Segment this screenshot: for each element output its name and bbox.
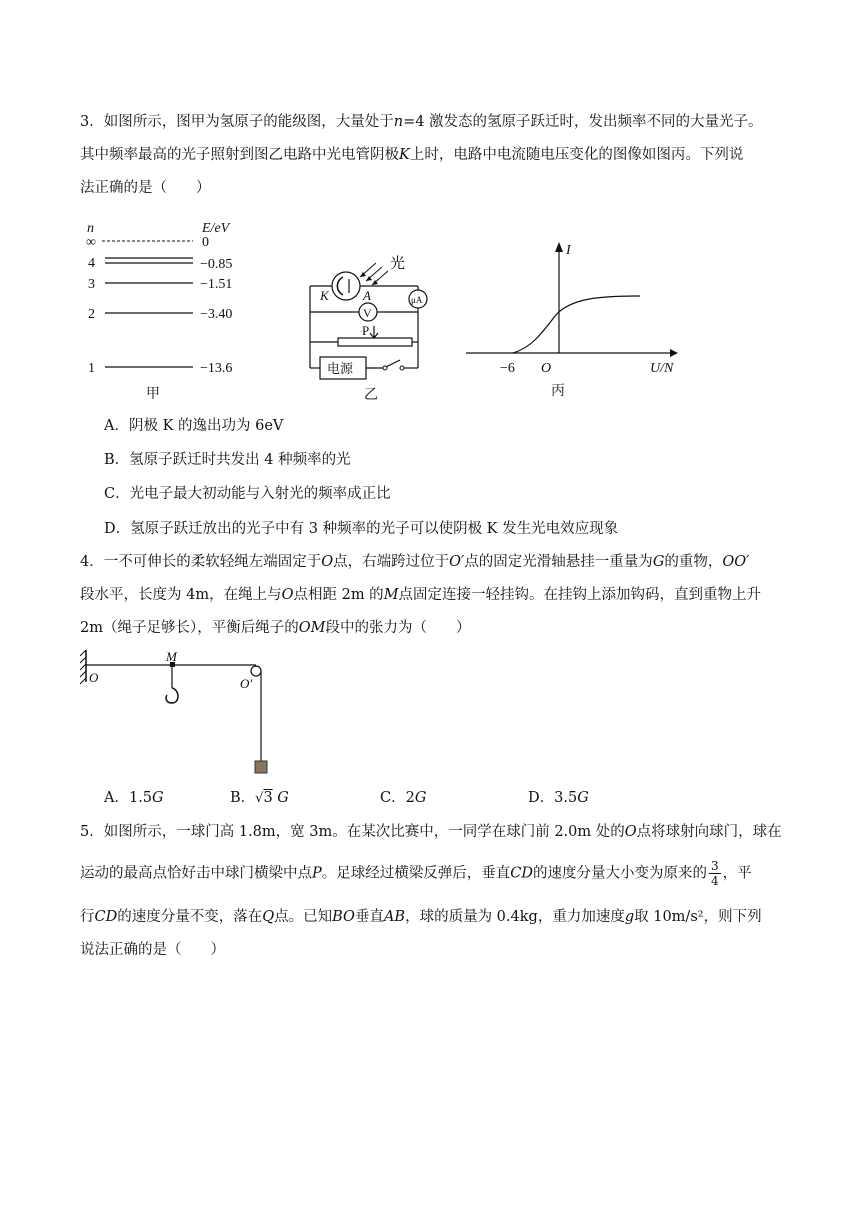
svg-text:O: O [541,361,552,376]
hook [166,688,178,703]
q3-stem-line2: 其中频率最高的光子照射到图乙电路中光电管阴极K上时，电路中电流随电压变化的图像如图丙。下列说 [80,147,744,163]
phototube [332,272,360,300]
svg-text:A: A [363,288,371,303]
q3-option-b[interactable]: B．氢原子跃迁时共发出 4 种频率的光 [104,452,351,468]
q4-option-d[interactable]: D．3.5G [528,790,589,806]
fraction-3-4: $\frac{3}{4}$ [711,859,719,888]
svg-text:−6: −6 [500,361,515,376]
q4-stem-line3: 2m（绳子足够长），平衡后绳子的OM段中的张力为（ ） [80,620,471,636]
level-n-4: 4 [88,256,95,271]
svg-text:P: P [362,323,370,338]
svg-text:M: M [166,649,177,664]
svg-text:U/N: U/N [650,361,674,376]
caption-yi: 乙 [364,388,378,402]
svg-text:K: K [320,288,329,303]
q3-option-d[interactable]: D．氢原子跃迁放出的光子中有 3 种频率的光子可以使阴极 K 发生光电效应现象 [104,521,619,537]
axis-e-label: E/eV [202,221,230,236]
pulley [251,666,261,676]
level-e-3: −1.51 [200,277,233,292]
svg-text:I: I [566,243,571,258]
axis-n-label: n [87,221,94,236]
svg-text:电源: 电源 [327,361,354,376]
svg-text:V: V [363,306,372,320]
svg-text:μA: μA [411,295,423,305]
q4-option-b[interactable]: B．√3 G [230,790,289,806]
q4-option-c[interactable]: C．2G [380,790,427,806]
figure-rope [80,648,280,778]
level-n-3: 3 [88,277,95,292]
figure-circuit [296,250,436,402]
q4-stem-line1: 4．一不可伸长的柔软轻绳左端固定于O点，右端跨过位于O′点的固定光滑轴悬挂一重量为G的重物，OO′ [80,554,750,570]
caption-bing: 丙 [551,384,565,399]
level-e-4: −0.85 [200,257,233,272]
q3-stem-line1: 3．如图所示，图甲为氢原子的能级图，大量处于n=4 激发态的氢原子跃迁时，发出频率不同的大量光子。 [80,114,763,130]
figure-iu-graph [460,238,690,402]
level-n-inf: ∞ [86,235,96,250]
light-label: 光 [390,256,406,272]
q4-stem-line2: 段水平，长度为 4m，在绳上与O点相距 2m 的M点固定连接一轻挂钩。在挂钩上添加钩码，直到重物上升 [80,587,762,603]
q5-stem-line3: 行CD的速度分量不变，落在Q点。已知BO垂直AB，球的质量为 0.4kg，重力加速度g取 10m/s²，则下列 [80,909,762,925]
caption-jia: 甲 [146,387,160,402]
q5-stem-line1: 5．如图所示，一球门高 1.8m，宽 3m。在某次比赛中，一同学在球门前 2.0m 处的O点将球射向球门，球在 [80,824,782,840]
q4-option-a[interactable]: A．1.5G [104,790,164,806]
q5-stem-line4: 说法正确的是（ ） [80,942,225,958]
switch [386,360,400,367]
svg-text:O′: O′ [240,676,253,691]
svg-text:O: O [89,670,99,685]
q5-stem-line2: 运动的最高点恰好击中球门横梁中点P。足球经过横梁反弹后，垂直CD的速度分量大小变为原来的 $\frac{3}{4}$ ，平 [80,859,752,888]
level-e-1: −13.6 [200,361,233,376]
q3-option-c[interactable]: C．光电子最大初动能与入射光的频率成正比 [104,486,391,502]
level-n-2: 2 [88,307,95,322]
level-n-1: 1 [88,361,95,376]
level-e-2: −3.40 [200,307,233,322]
rheostat [338,338,412,346]
q3-stem-line3: 法正确的是（ ） [80,180,211,196]
iu-curve [513,296,640,353]
figure-energy-levels [80,212,260,402]
level-e-inf: 0 [202,235,209,250]
weight-block [255,761,267,773]
q3-option-a[interactable]: A．阴极 K 的逸出功为 6eV [104,418,284,434]
